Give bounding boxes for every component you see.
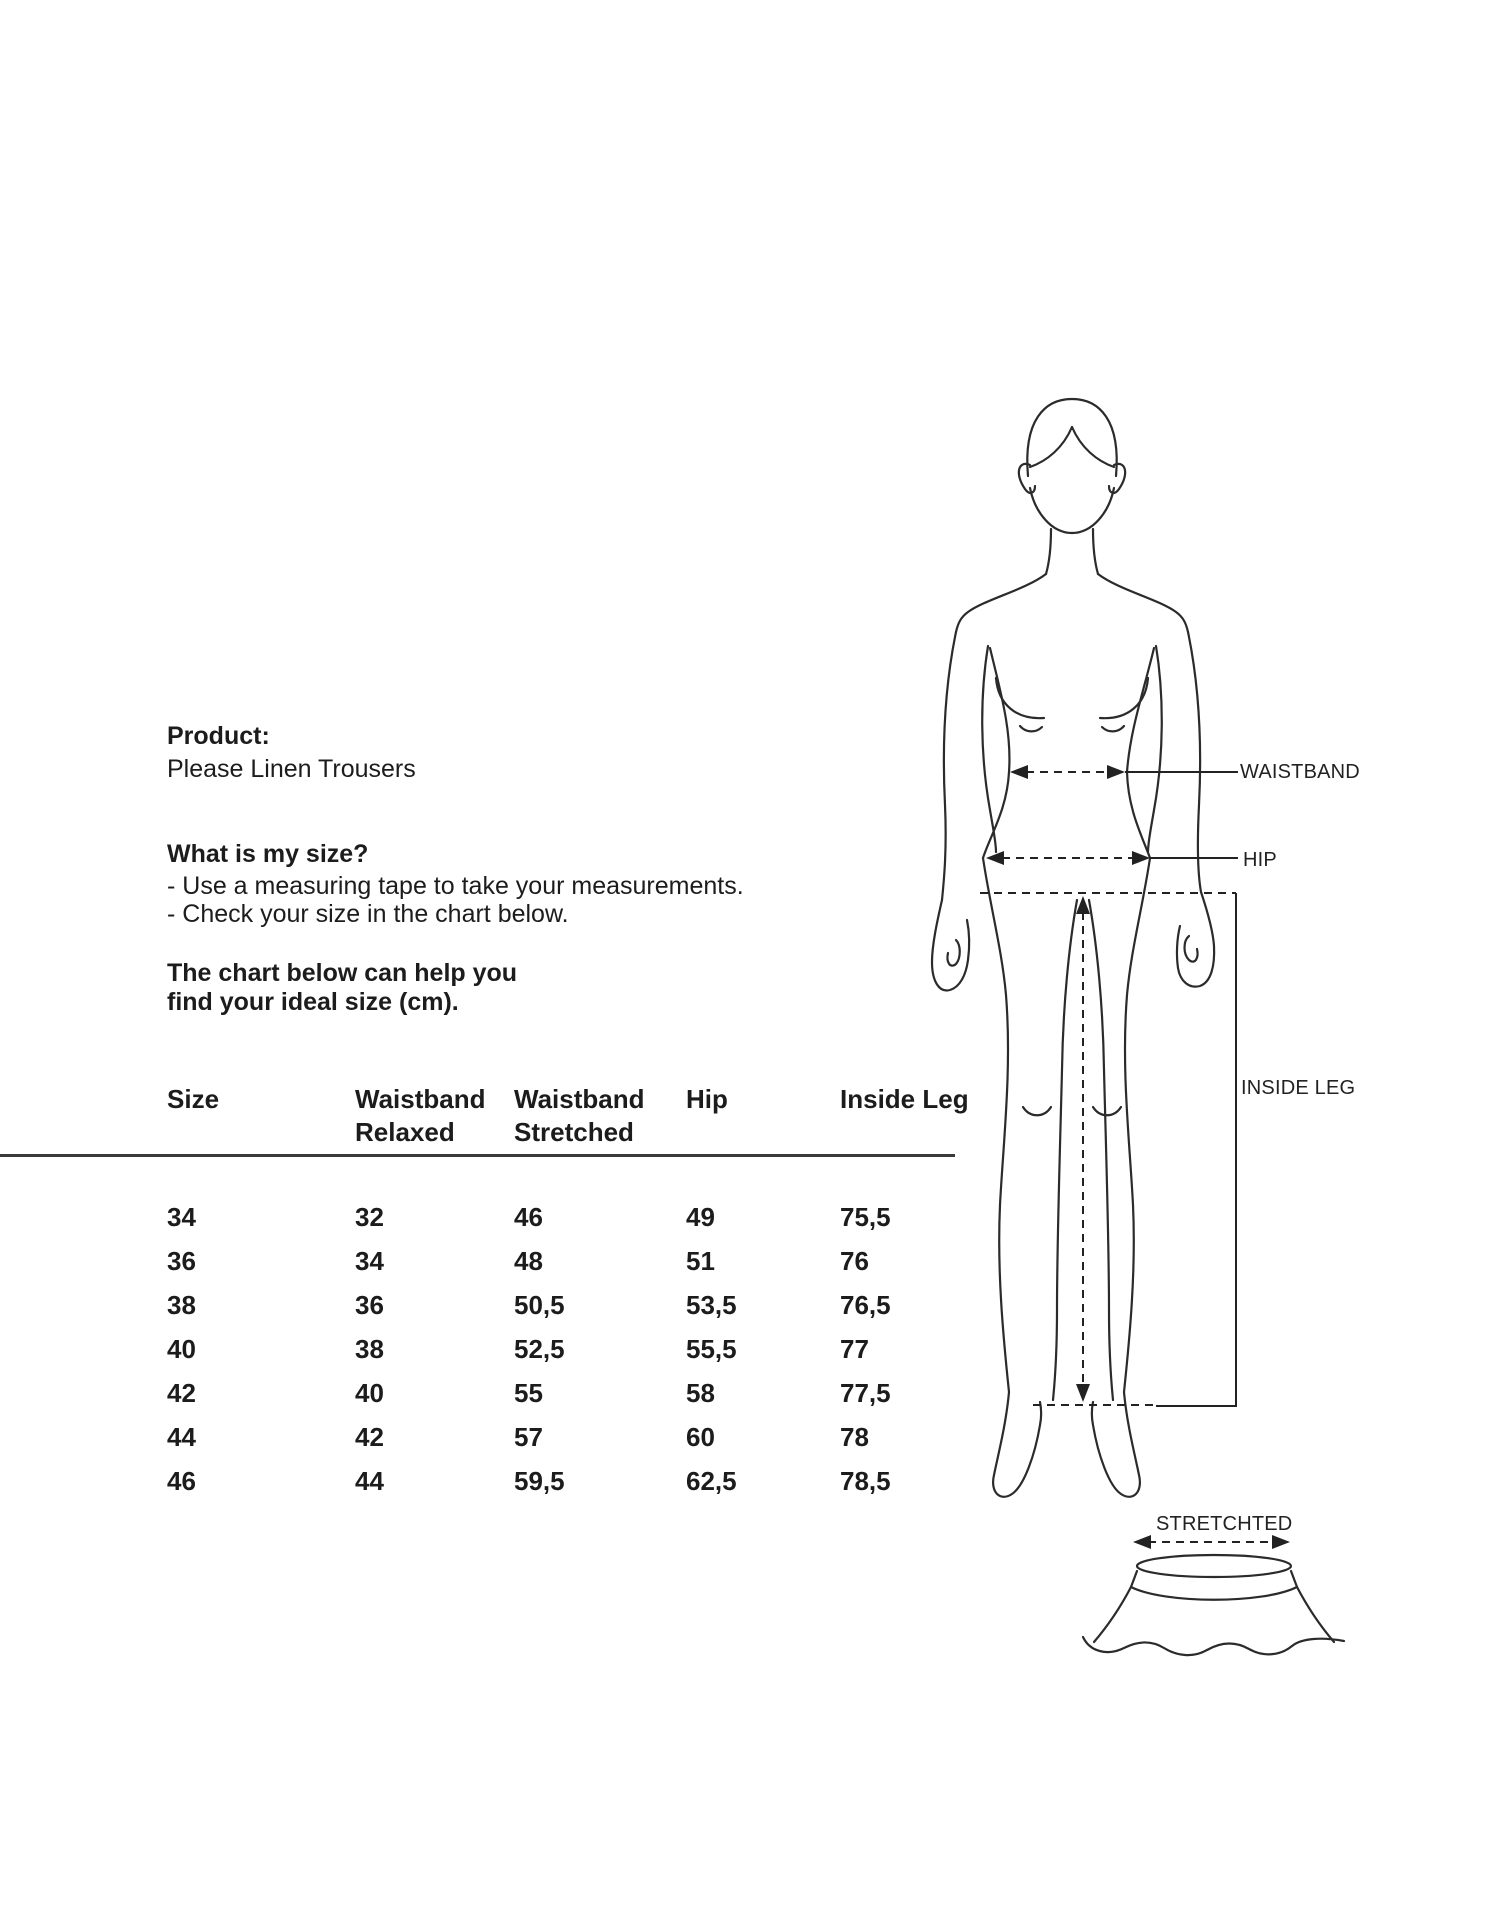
column-header-waistband-stretched: Waistband Stretched xyxy=(514,1084,645,1147)
table-row: 36 34 48 51 76 xyxy=(167,1246,869,1276)
chart-note-line: find your ideal size (cm). xyxy=(167,988,459,1016)
instruction-line: - Use a measuring tape to take your measurements. xyxy=(167,872,744,900)
instruction-line: - Check your size in the chart below. xyxy=(167,900,569,928)
column-header-hip: Hip xyxy=(686,1084,728,1114)
product-name: Please Linen Trousers xyxy=(167,755,416,783)
hip-arrow xyxy=(986,851,1238,865)
product-label: Product: xyxy=(167,722,270,750)
figure-body-outline xyxy=(932,399,1214,1497)
table-row: 38 36 50,5 53,5 76,5 xyxy=(167,1290,891,1320)
hip-label: HIP xyxy=(1243,849,1277,871)
table-row: 34 32 46 49 75,5 xyxy=(167,1202,891,1232)
inside-leg-label: INSIDE LEG xyxy=(1241,1077,1356,1099)
table-row: 42 40 55 58 77,5 xyxy=(167,1378,891,1408)
stretched-arrow xyxy=(1133,1535,1290,1549)
waistband-arrow xyxy=(1010,765,1238,779)
size-question-heading: What is my size? xyxy=(167,840,369,868)
waistband-detail-drawing xyxy=(1083,1555,1344,1655)
column-header-size: Size xyxy=(167,1084,220,1114)
column-header-waistband-relaxed: Waistband Relaxed xyxy=(355,1084,486,1147)
waistband-label: WAISTBAND xyxy=(1240,761,1360,783)
table-row: 40 38 52,5 55,5 77 xyxy=(167,1334,869,1364)
chart-note-line: The chart below can help you xyxy=(167,959,518,987)
stretched-label: STRETCHTED xyxy=(1156,1513,1293,1535)
table-row: 44 42 57 60 78 xyxy=(167,1422,869,1452)
column-header-inside-leg: Inside Leg xyxy=(840,1084,969,1114)
inside-leg-arrow xyxy=(1076,896,1090,1402)
table-header-divider xyxy=(0,1154,955,1157)
table-row: 46 44 59,5 62,5 78,5 xyxy=(167,1466,891,1496)
body-measurement-diagram xyxy=(930,380,1400,1680)
